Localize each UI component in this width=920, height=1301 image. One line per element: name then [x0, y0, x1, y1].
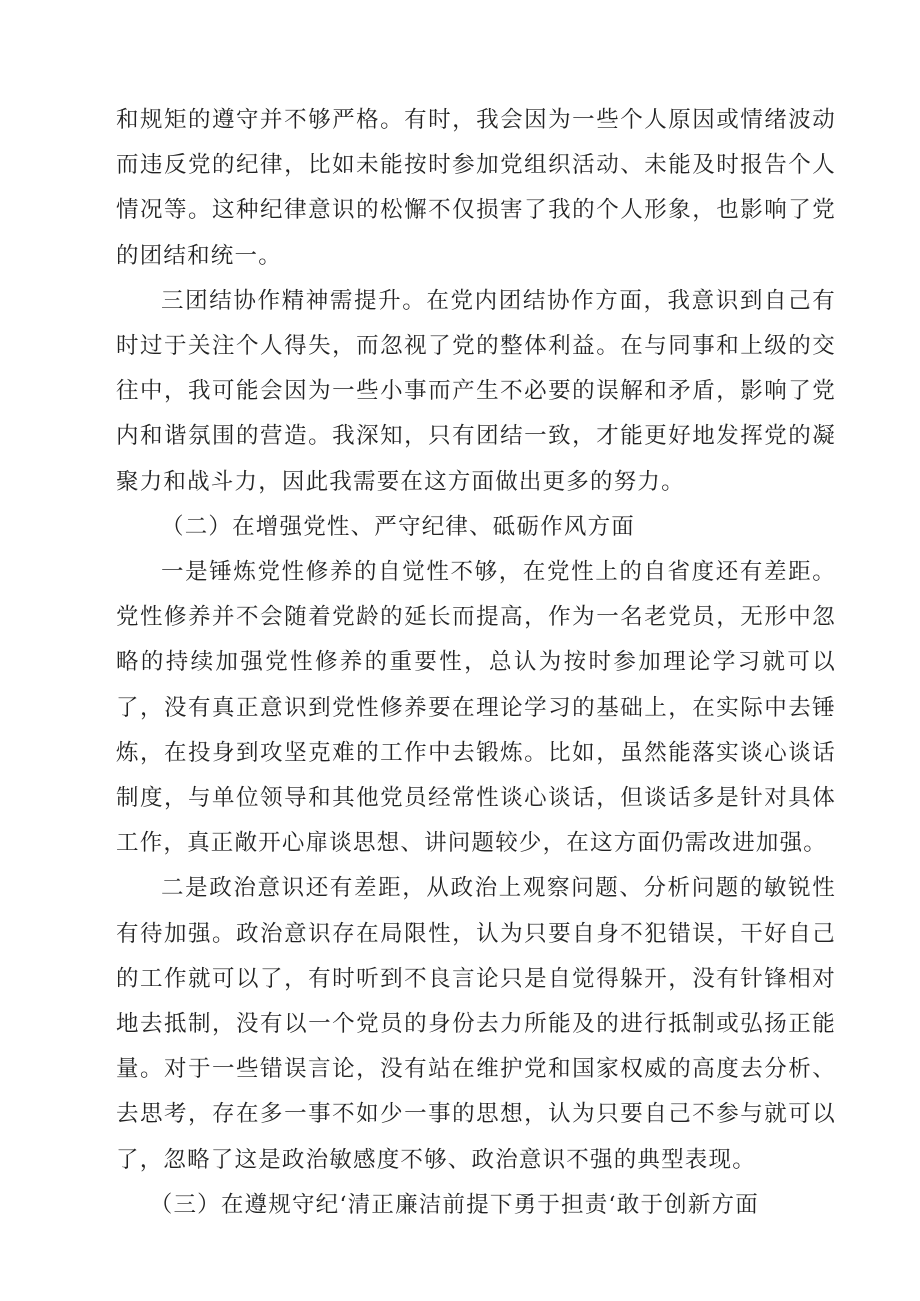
- paragraph-party-spirit: 一是锤炼党性修养的自觉性不够，在党性上的自省度还有差距。党性修养并不会随着党龄的延长而提高，作为一名老党员，无形中忽略的持续加强党性修养的重要性，总认为按时参加理论学习就可以了，没有真正意识到党性修养要在理论学习的基础上，在实际中去锤炼，在投身到攻坚克难的工作中去锻炼。比如，虽然能落实谈心谈话制度，与单位领导和其他党员经常性谈心谈话，但谈话多是针对具体工作，真正敞开心扉谈思想、讲问题较少，在这方面仍需改进加强。: [116, 559, 836, 857]
- document-body: [116, 98, 836, 1228]
- section-heading-2: （二）在增强党性、严守纪律、砥砺作风方面: [161, 513, 636, 540]
- section-heading-3: （三）在遵规守纪‘清正廉洁前提下勇于担责‘敢于创新方面: [149, 1191, 759, 1218]
- paragraph-continuation: 和规矩的遵守并不够严格。有时，我会因为一些个人原因或情绪波动而违反党的纪律，比如未能按时参加党组织活动、未能及时报告个人情况等。这种纪律意识的松懈不仅损害了我的个人形象，也影响了党的团结和统一。: [116, 107, 836, 269]
- paragraph-political-awareness: 二是政治意识还有差距，从政治上观察问题、分析问题的敏锐性有待加强。政治意识存在局限性，认为只要自身不犯错误，干好自己的工作就可以了，有时听到不良言论只是自觉得躲开，没有针锋相对地去抵制，没有以一个党员的身份去力所能及的进行抵制或弘扬正能量。对于一些错误言论，没有站在维护党和国家权威的高度去分析、去思考，存在多一事不如少一事的思想，认为只要自己不参与就可以了，忽略了这是政治敏感度不够、政治意识不强的典型表现。: [116, 875, 836, 1173]
- paragraph-teamwork: 三团结协作精神需提升。在党内团结协作方面，我意识到自己有时过于关注个人得失，而忽视了党的整体利益。在与同事和上级的交往中，我可能会因为一些小事而产生不必要的误解和矛盾，影响了党内和谐氛围的营造。我深知，只有团结一致，才能更好地发挥党的凝聚力和战斗力，因此我需要在这方面做出更多的努力。: [116, 287, 836, 495]
